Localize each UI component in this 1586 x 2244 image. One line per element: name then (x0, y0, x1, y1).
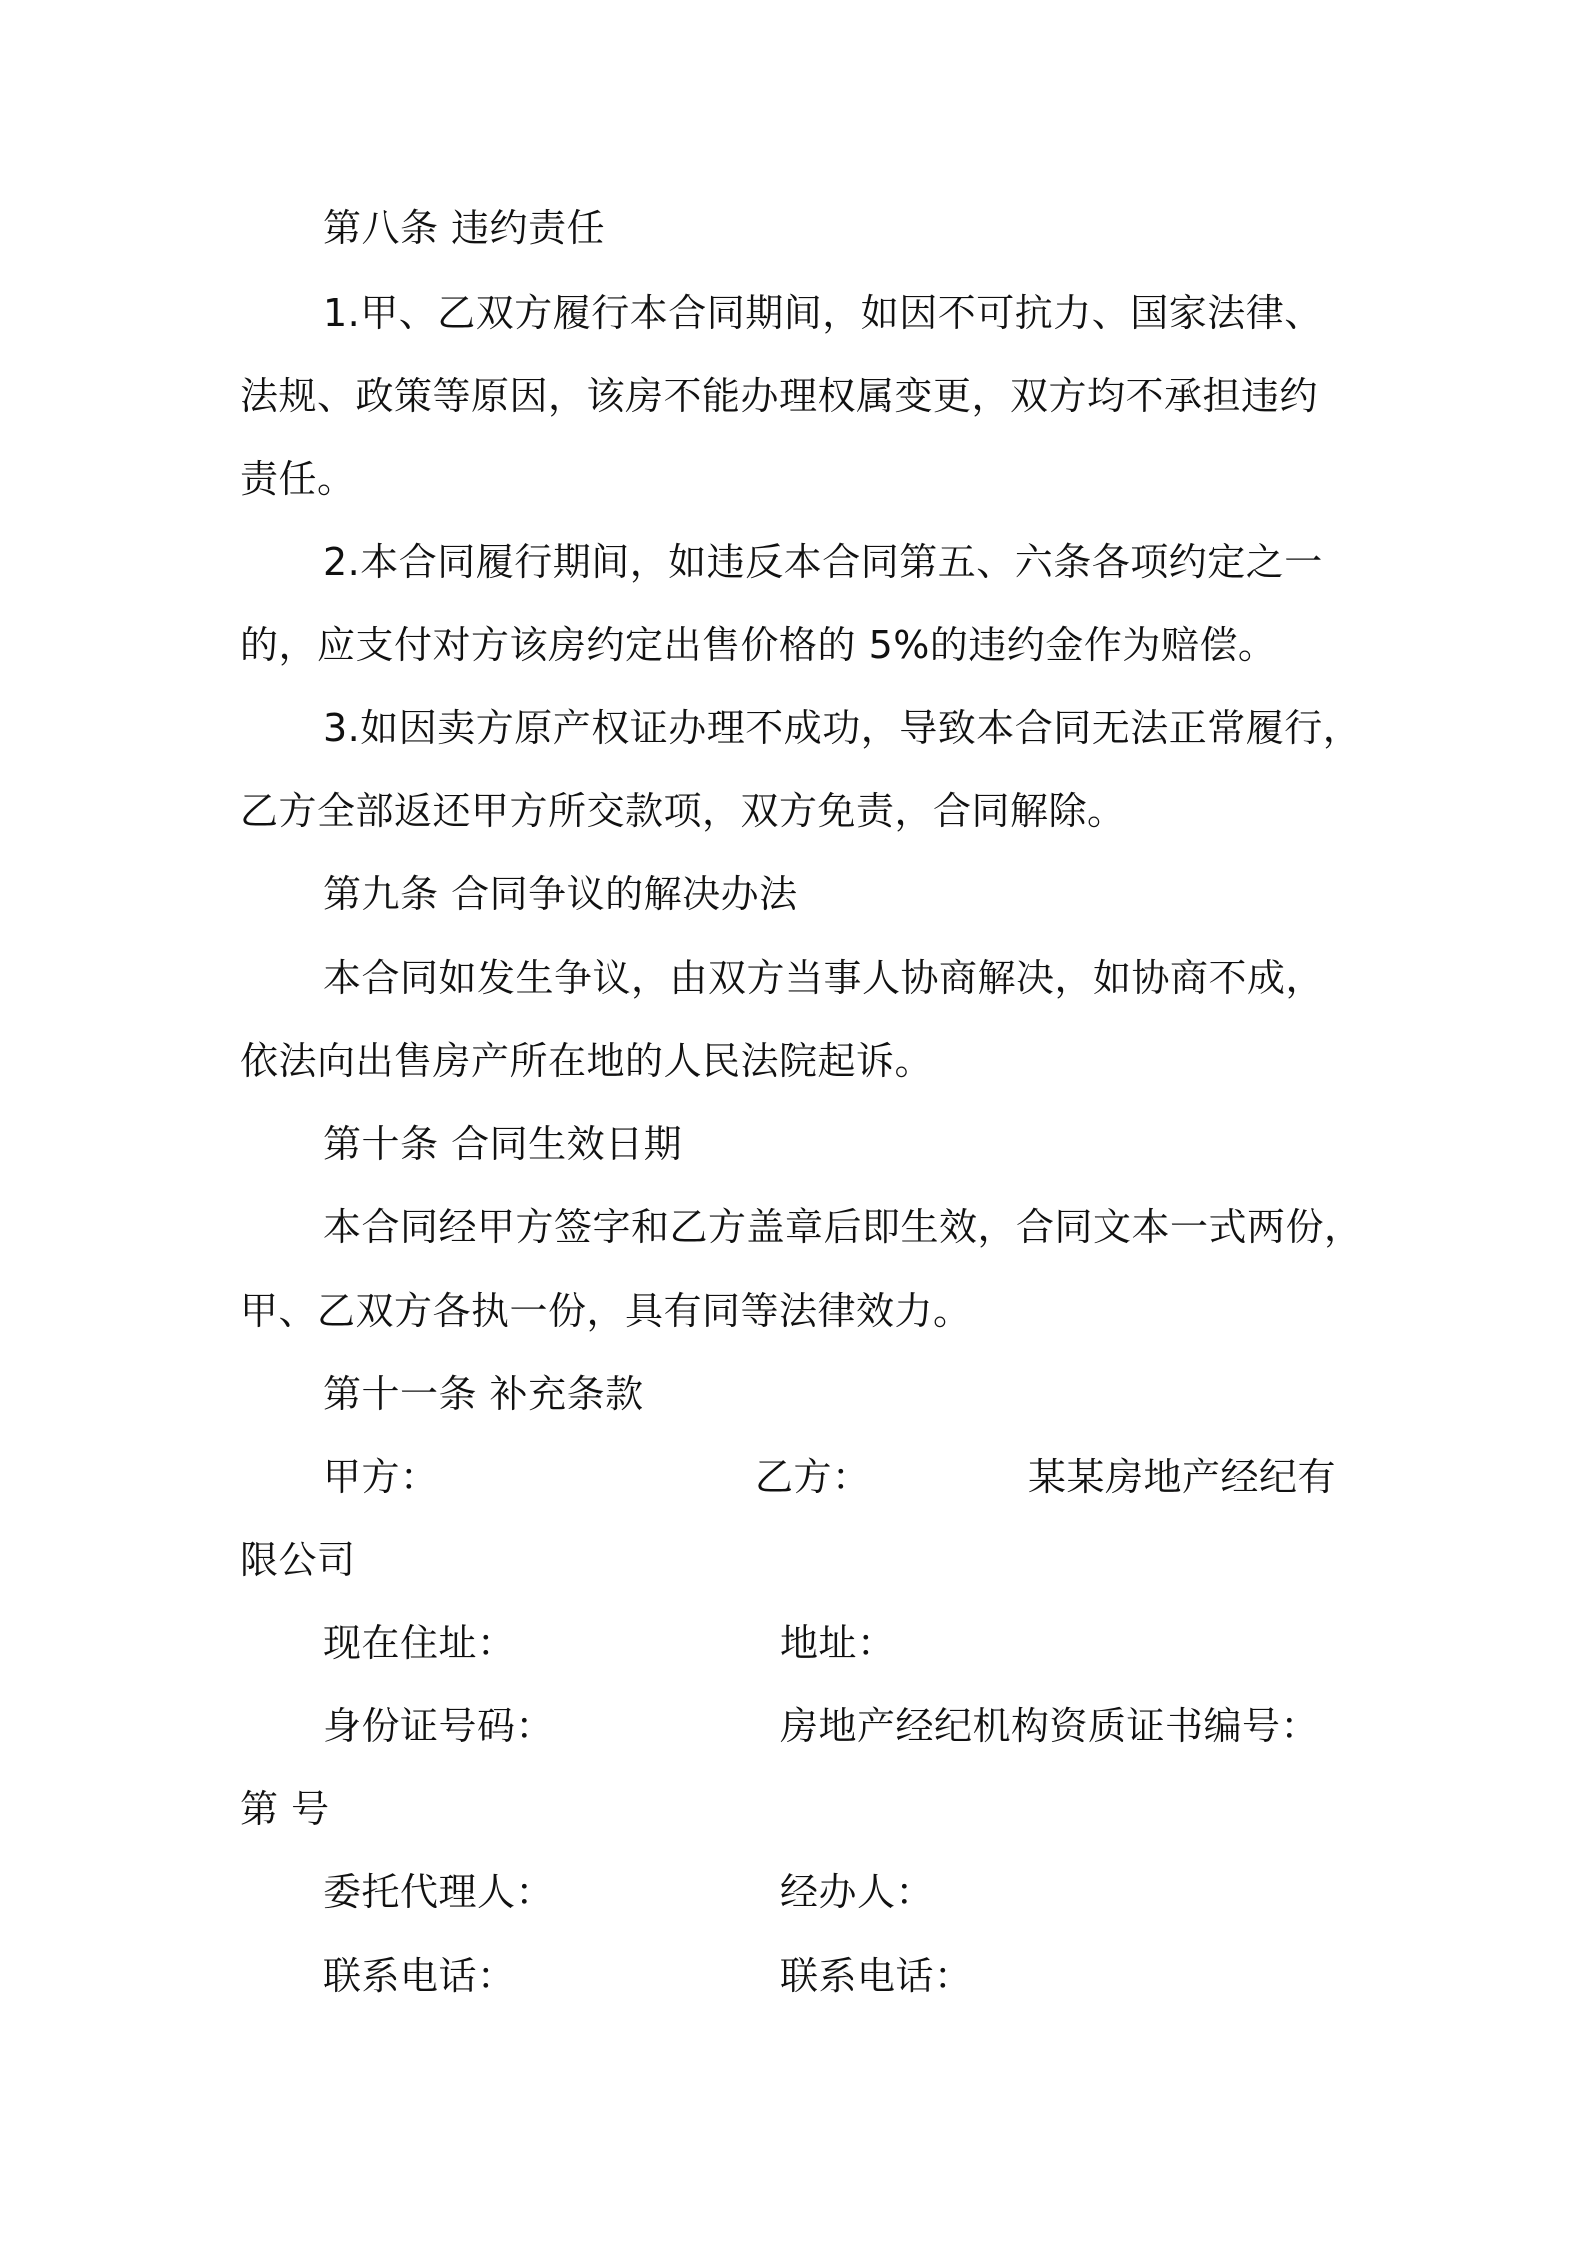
article10-p1-line1: 本合同经甲方签字和乙方盖章后即生效，合同文本一式两份， (323, 1205, 1363, 1249)
article8-p1-line3: 责任。 (240, 457, 356, 501)
article9-heading: 第九条 合同争议的解决办法 (323, 872, 798, 916)
article8-p2-line1: 2.本合同履行期间，如违反本合同第五、六条各项约定之一 (323, 540, 1323, 584)
party-b-label: 乙方： (755, 1455, 871, 1499)
article9-p1-line2: 依法向出售房产所在地的人民法院起诉。 (240, 1039, 934, 1083)
article8-p1-line2: 法规、政策等原因，该房不能办理权属变更，双方均不承担违约 (240, 374, 1319, 418)
phone-a-label: 联系电话： (323, 1954, 516, 1998)
address-a-label: 现在住址： (323, 1621, 516, 1665)
cert-label: 房地产经纪机构资质证书编号： (780, 1704, 1320, 1748)
article8-p3-line2: 乙方全部返还甲方所交款项，双方免责，合同解除。 (240, 789, 1126, 833)
party-a-label: 甲方： (323, 1455, 439, 1499)
cert-suffix: 第 号 (240, 1787, 330, 1831)
article8-heading: 第八条 违约责任 (323, 206, 606, 250)
article9-p1-line1: 本合同如发生争议，由双方当事人协商解决，如协商不成， (323, 956, 1325, 1000)
agent-label: 委托代理人： (323, 1870, 555, 1914)
article8-p3-line1: 3.如因卖方原产权证办理不成功，导致本合同无法正常履行， (323, 706, 1362, 750)
article10-heading: 第十条 合同生效日期 (323, 1122, 683, 1166)
article11-heading: 第十一条 补充条款 (323, 1372, 644, 1416)
article8-p1-line1: 1.甲、乙双方履行本合同期间，如因不可抗力、国家法律、 (323, 291, 1323, 335)
handler-label: 经办人： (780, 1870, 935, 1914)
article10-p1-line2: 甲、乙双方各执一份，具有同等法律效力。 (240, 1289, 972, 1333)
party-b-name-line1: 某某房地产经纪有 (1028, 1455, 1337, 1499)
id-label: 身份证号码： (323, 1704, 555, 1748)
phone-b-label: 联系电话： (780, 1954, 973, 1998)
address-b-label: 地址： (780, 1621, 896, 1665)
party-b-name-line2: 限公司 (240, 1538, 356, 1582)
article8-p2-line2: 的，应支付对方该房约定出售价格的 5%的违约金作为赔偿。 (240, 623, 1277, 667)
